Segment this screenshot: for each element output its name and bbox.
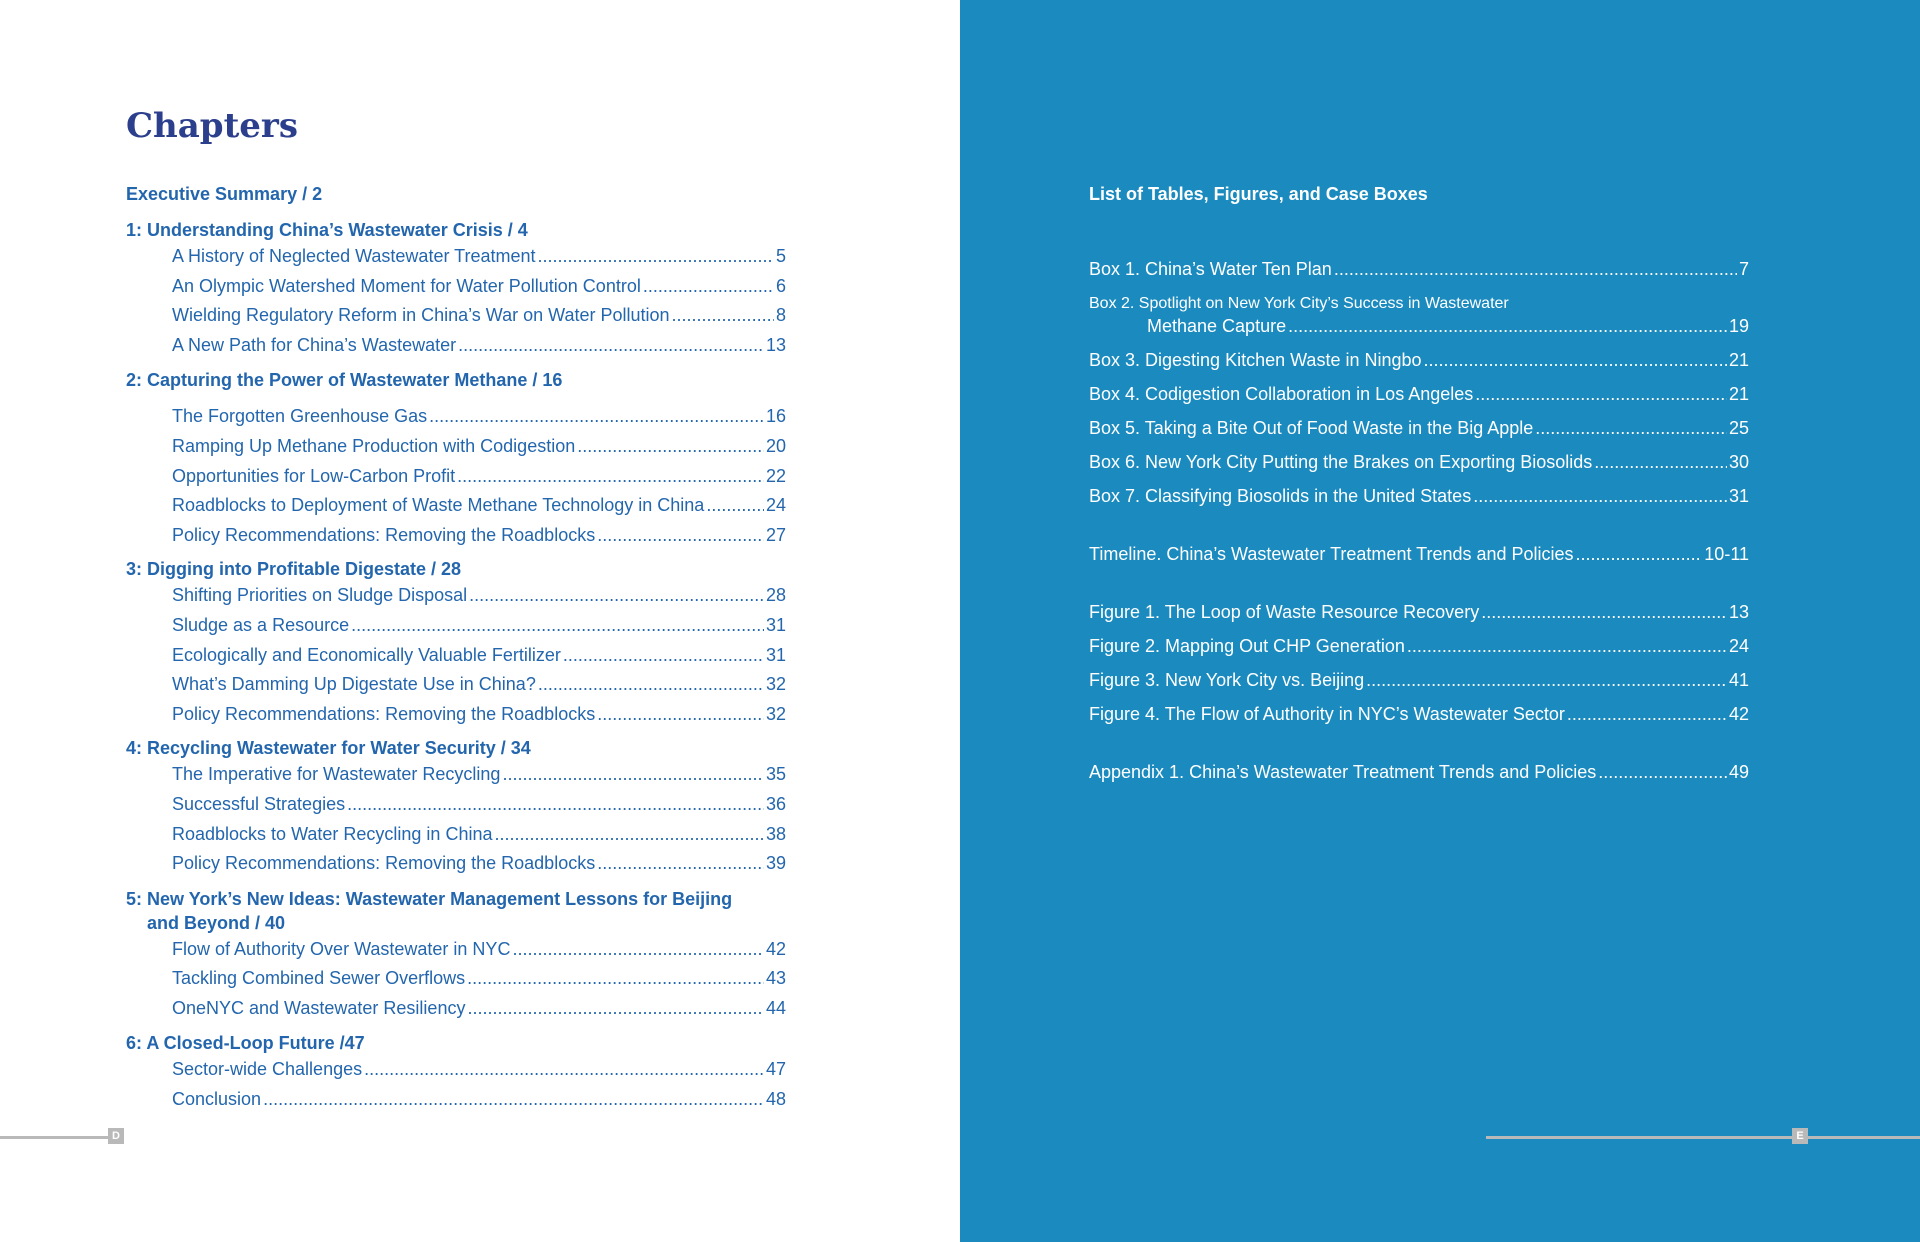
toc-entry-page: 36	[765, 793, 786, 814]
figure-entry[interactable]	[1089, 663, 1749, 697]
toc-entry-label: A New Path for China’s Wastewater	[172, 334, 457, 355]
toc-entry-page: 31	[765, 614, 786, 635]
dot-leader	[1424, 343, 1727, 377]
dot-leader	[467, 994, 764, 1024]
chapter-1-heading[interactable]: 1: Understanding China’s Wastewater Crisis / 4	[126, 220, 528, 240]
toc-entry-label: Flow of Authority Over Wastewater in NYC	[172, 938, 511, 959]
toc-entry-page: 28	[765, 585, 786, 606]
toc-entry-label: Policy Recommendations: Removing the Roadblocks	[172, 524, 596, 545]
figure-entry[interactable]	[1089, 629, 1749, 663]
dot-leader	[1475, 377, 1727, 411]
toc-entry-label: Shifting Priorities on Sludge Disposal	[172, 585, 468, 606]
dot-leader	[537, 242, 774, 272]
dot-leader	[597, 700, 764, 730]
toc-entry-page: 38	[765, 823, 786, 844]
page-title: Chapters	[126, 106, 298, 146]
chapter-6-heading[interactable]: 6: A Closed-Loop Future /47	[126, 1033, 365, 1054]
dot-leader	[1481, 595, 1727, 629]
toc-entry-page: 47	[765, 1059, 786, 1080]
toc-entry-label: Policy Recommendations: Removing the Roadblocks	[172, 703, 596, 724]
spacer	[1089, 731, 1749, 755]
toc-entry-page: 42	[765, 938, 786, 959]
chapter-3-heading[interactable]: 3: Digging into Profitable Digestate / 28	[126, 559, 462, 580]
dot-leader	[467, 964, 764, 994]
box-entry[interactable]	[1089, 445, 1749, 479]
dot-leader	[512, 935, 764, 965]
box-entry-label-cont: Methane Capture	[1147, 316, 1287, 336]
box-entry[interactable]	[1089, 286, 1749, 343]
toc-entry-page: 44	[765, 997, 786, 1018]
chapter-5-heading[interactable]	[126, 887, 786, 935]
figure-entry-label: Figure 4. The Flow of Authority in NYC’s Wastewater Sector	[1089, 704, 1565, 724]
chapter-2-heading[interactable]: 2: Capturing the Power of Wastewater Methane / 16	[126, 370, 563, 391]
dot-leader	[351, 611, 764, 641]
toc-entry-page: 48	[765, 1089, 786, 1110]
spacer	[1089, 571, 1749, 595]
dot-leader	[469, 581, 764, 611]
dot-leader	[1598, 755, 1727, 789]
toc-entry-label: The Forgotten Greenhouse Gas	[172, 406, 428, 427]
box-entry-page: 31	[1728, 486, 1749, 506]
toc-entry[interactable]	[126, 641, 786, 671]
dot-leader	[1535, 411, 1727, 445]
figure-entry-page: 42	[1728, 704, 1749, 724]
timeline-entry[interactable]	[1089, 537, 1749, 571]
toc-entry[interactable]	[126, 402, 786, 432]
toc-entry-label: OneNYC and Wastewater Resiliency	[172, 997, 466, 1018]
box-entry[interactable]	[1089, 377, 1749, 411]
box-entry[interactable]	[1089, 411, 1749, 445]
figure-entry-label: Figure 2. Mapping Out CHP Generation	[1089, 636, 1405, 656]
toc-entry[interactable]	[126, 1085, 786, 1115]
dot-leader	[364, 1055, 764, 1085]
toc-entry-page: 20	[765, 435, 786, 456]
box-entry[interactable]	[1089, 479, 1749, 513]
chapters-toc	[126, 182, 786, 1115]
chapter-5-heading-line1: 5: New York’s New Ideas: Wastewater Management Lessons for Beijing	[126, 888, 733, 909]
toc-entry-page: 8	[775, 305, 786, 326]
toc-entry-page: 39	[765, 853, 786, 874]
box-entry-page: 21	[1728, 384, 1749, 404]
spacer	[1089, 513, 1749, 537]
toc-entry[interactable]	[126, 1055, 786, 1085]
toc-entry[interactable]	[126, 935, 786, 965]
dot-leader	[643, 272, 774, 302]
toc-entry-page: 13	[765, 334, 786, 355]
toc-entry-page: 32	[765, 703, 786, 724]
toc-entry[interactable]	[126, 849, 786, 879]
toc-entry-label: What’s Damming Up Digestate Use in China?	[172, 674, 536, 695]
toc-entry-page: 32	[765, 674, 786, 695]
toc-entry-page: 16	[765, 406, 786, 427]
toc-entry-label: Roadblocks to Water Recycling in China	[172, 823, 493, 844]
toc-entry-label: Wielding Regulatory Reform in China’s War on Water Pollution	[172, 305, 670, 326]
toc-entry[interactable]	[126, 760, 786, 790]
toc-entry-label: Sector-wide Challenges	[172, 1059, 363, 1080]
toc-entry-label: A History of Neglected Wastewater Treatment	[172, 246, 536, 266]
list-of-tables-figures	[1089, 182, 1749, 789]
dot-leader	[1567, 697, 1727, 731]
toc-entry[interactable]	[126, 790, 786, 820]
box-entry-page: 19	[1728, 316, 1749, 336]
chapter-4-heading[interactable]: 4: Recycling Wastewater for Water Security / 34	[126, 738, 531, 759]
list-title: List of Tables, Figures, and Case Boxes	[1089, 184, 1428, 204]
appendix-entry[interactable]	[1089, 755, 1749, 789]
dot-leader	[429, 402, 764, 432]
toc-entry[interactable]	[126, 272, 786, 302]
dot-leader	[597, 521, 764, 551]
toc-entry-page: 35	[765, 764, 786, 785]
box-entry-label: Box 5. Taking a Bite Out of Food Waste in the Big Apple	[1089, 418, 1534, 438]
appendix-entry-page: 49	[1728, 762, 1749, 782]
box-entry[interactable]	[1089, 343, 1749, 377]
dot-leader	[347, 790, 764, 820]
figure-entry-page: 41	[1728, 670, 1749, 690]
dot-leader	[263, 1085, 764, 1115]
toc-entry[interactable]	[126, 521, 786, 551]
toc-entry[interactable]	[126, 994, 786, 1024]
box-entry-page: 25	[1728, 418, 1749, 438]
toc-entry[interactable]	[126, 964, 786, 994]
toc-entry-page: 24	[765, 495, 786, 516]
box-entry[interactable]	[1089, 252, 1749, 286]
box-entry-label: Box 4. Codigestion Collaboration in Los Angeles	[1089, 384, 1474, 404]
toc-entry-label: The Imperative for Wastewater Recycling	[172, 764, 501, 785]
dot-leader	[502, 760, 764, 790]
box-entry-page: 7	[1738, 259, 1749, 279]
appendix-entry-label: Appendix 1. China’s Wastewater Treatment Trends and Policies	[1089, 762, 1597, 782]
dot-leader	[1288, 315, 1727, 338]
toc-entry[interactable]	[126, 670, 786, 700]
toc-entry[interactable]	[126, 491, 786, 521]
figure-entry-page: 24	[1728, 636, 1749, 656]
toc-entry-label: Ecologically and Economically Valuable Fertilizer	[172, 644, 561, 665]
page-marker-line-left	[0, 1136, 108, 1139]
dot-leader	[494, 820, 763, 850]
box-entry-label: Box 6. New York City Putting the Brakes on Exporting Biosolids	[1089, 452, 1593, 472]
dot-leader	[457, 462, 764, 492]
toc-entry[interactable]	[126, 820, 786, 850]
box-entry-label: Box 7. Classifying Biosolids in the United States	[1089, 486, 1472, 506]
figure-entry-page: 13	[1728, 602, 1749, 622]
toc-entry-page: 6	[775, 275, 786, 296]
dot-leader	[1576, 537, 1703, 571]
toc-entry[interactable]	[126, 581, 786, 611]
page-tab-left: D	[108, 1128, 124, 1144]
toc-entry-label: Policy Recommendations: Removing the Roadblocks	[172, 853, 596, 874]
toc-entry[interactable]	[126, 700, 786, 730]
figure-entry[interactable]	[1089, 697, 1749, 731]
toc-entry-page: 31	[765, 644, 786, 665]
box-entry-label: Box 1. China’s Water Ten Plan	[1089, 259, 1332, 279]
chapter-5-heading-line2: and Beyond / 40	[147, 912, 286, 933]
timeline-entry-label: Timeline. China’s Wastewater Treatment Trends and Policies	[1089, 544, 1574, 564]
dot-leader	[1473, 479, 1727, 513]
toc-entry-label: Successful Strategies	[172, 793, 346, 814]
dot-leader	[672, 301, 774, 331]
toc-entry-page: 5	[775, 246, 786, 266]
dot-leader	[458, 331, 764, 361]
toc-entry-label: Opportunities for Low-Carbon Profit	[172, 465, 456, 486]
dot-leader	[538, 670, 764, 700]
timeline-entry-page: 10-11	[1704, 544, 1749, 564]
box-entry-page: 30	[1728, 452, 1749, 472]
page-tab-right: E	[1792, 1128, 1808, 1144]
dot-leader	[563, 641, 764, 671]
exec-summary-heading[interactable]: Executive Summary / 2	[126, 184, 323, 204]
toc-entry[interactable]	[126, 301, 786, 331]
toc-entry[interactable]	[126, 242, 786, 272]
toc-entry[interactable]	[126, 611, 786, 641]
dot-leader	[706, 491, 764, 521]
figure-entry-label: Figure 3. New York City vs. Beijing	[1089, 670, 1365, 690]
figure-entry-label: Figure 1. The Loop of Waste Resource Recovery	[1089, 602, 1480, 622]
dot-leader	[1366, 663, 1727, 697]
toc-entry-label: Tackling Combined Sewer Overflows	[172, 968, 466, 989]
page-marker-line-right	[1486, 1136, 1920, 1139]
toc-entry-label: An Olympic Watershed Moment for Water Pollution Control	[172, 275, 641, 296]
toc-entry-label: Ramping Up Methane Production with Codigestion	[172, 435, 576, 456]
figure-entry[interactable]	[1089, 595, 1749, 629]
dot-leader	[577, 432, 764, 462]
box-entry-page: 21	[1728, 350, 1749, 370]
dot-leader	[1334, 252, 1737, 286]
box-entry-label: Box 2. Spotlight on New York City’s Success in Wastewater	[1089, 295, 1509, 312]
toc-entry-label: Roadblocks to Deployment of Waste Methane Technology in China	[172, 495, 705, 516]
dot-leader	[1407, 629, 1727, 663]
toc-entry-page: 22	[765, 465, 786, 486]
dot-leader	[597, 849, 764, 879]
toc-entry[interactable]	[126, 462, 786, 492]
toc-entry[interactable]	[126, 432, 786, 462]
toc-entry-label: Sludge as a Resource	[172, 614, 350, 635]
box-entry-label: Box 3. Digesting Kitchen Waste in Ningbo	[1089, 350, 1422, 370]
toc-entry-page: 43	[765, 968, 786, 989]
dot-leader	[1594, 445, 1727, 479]
toc-entry-page: 27	[765, 524, 786, 545]
toc-entry-label: Conclusion	[172, 1089, 262, 1110]
toc-entry[interactable]	[126, 331, 786, 361]
